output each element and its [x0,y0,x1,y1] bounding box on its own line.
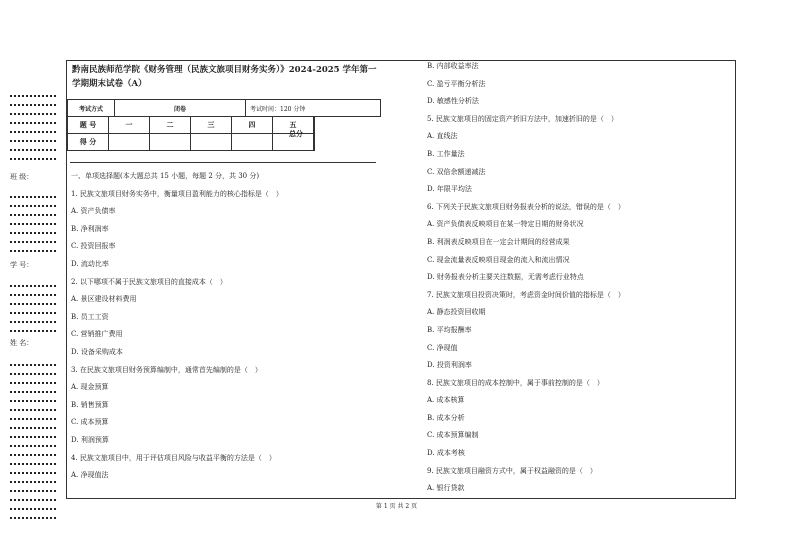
option-line: D. 敏感性分析法 [427,97,479,106]
option-line: B. 成本分析 [427,413,465,422]
exam-info-table [67,99,381,117]
option-line: B. 利润表反映项目在一定会计期间的经营成果 [427,237,570,246]
question-number-label: 题 号 [68,117,109,134]
option-line: B. 销售预算 [71,400,109,409]
option-line: A. 静态投资回收期 [427,308,486,317]
option-line: C. 净现值 [427,343,458,352]
option-line: A. 现金预算 [71,383,109,392]
option-line: C. 盈亏平衡分析法 [427,79,486,88]
score-cell-4[interactable] [232,134,273,151]
option-line: B. 员工工资 [71,312,109,321]
binding-dots-3 [10,285,56,333]
question-line: 8. 民族文旅项目的成本控制中，属于事前控制的是（ ） [427,378,604,387]
question-line: 2. 以下哪项不属于民族文旅项目的直接成本（ ） [71,277,227,286]
option-line: A. 直线法 [427,132,458,141]
score-cell-2[interactable] [150,134,191,151]
option-line: A. 资产负债表反映项目在某一特定日期的财务状况 [427,220,584,229]
option-line: A. 银行贷款 [427,484,465,493]
part-3: 三 [191,117,232,134]
page-footer: 第 1 页 共 2 页 [375,503,418,510]
student-id-label: 学 号： [10,261,34,269]
question-line: 7. 民族文旅项目投资决策时，考虑资金时间价值的指标是（ ） [427,290,625,299]
right-column [427,58,727,498]
question-line: 5. 民族文旅项目的固定资产折旧方法中，加速折旧的是（ ） [427,114,618,123]
option-line: B. 净利润率 [71,224,109,233]
option-line: C. 现金流量表反映项目现金的流入和流出情况 [427,255,570,264]
option-line: D. 设备采购成本 [71,347,123,356]
binding-dots-4 [10,364,56,524]
option-line: A. 成本核算 [427,396,465,405]
option-line: A. 资产负债率 [71,207,116,216]
option-line: D. 投资利润率 [427,361,472,370]
exam-method-value: 闭卷 [115,100,246,117]
option-line: B. 内部收益率法 [427,62,479,70]
option-line: C. 成本预算编制 [427,431,479,440]
score-cell-1[interactable] [109,134,150,151]
section-heading: 一、单项选择题(本大题总共 15 小题，每题 2 分，共 30 分) [71,172,260,180]
exam-method-label: 考试方式 [68,100,115,117]
total-score-label: 总分 [278,116,315,151]
option-line: C. 成本预算 [71,418,109,427]
option-line: B. 工作量法 [427,149,465,158]
binding-dots-1 [10,95,56,165]
question-line: 4. 民族文旅项目中，用于评估项目风险与收益平衡的方法是（ ） [71,453,276,462]
option-line: C. 营销推广费用 [71,330,123,339]
option-line: D. 财务报表分析主要关注数据，无需考虑行业特点 [427,273,584,282]
option-line: C. 投资回报率 [71,242,116,251]
section-divider [70,162,376,163]
exam-time: 考试时间：120 分钟 [246,100,381,117]
part-2: 二 [150,117,191,134]
part-4: 四 [232,117,273,134]
score-cell-3[interactable] [191,134,232,151]
class-label: 班 级： [10,173,34,181]
question-line: 1. 民族文旅项目财务实务中，衡量项目盈利能力的核心指标是（ ） [71,189,283,198]
option-line: D. 年限平均法 [427,185,472,194]
left-column [71,168,391,485]
question-line: 6. 下列关于民族文旅项目财务报表分析的说法，错误的是（ ） [427,202,625,211]
option-line: A. 景区建设材料费用 [71,295,137,304]
question-line: 9. 民族文旅项目融资方式中，属于权益融资的是（ ） [427,466,597,475]
option-line: D. 利润预算 [71,435,109,444]
part-5: 五 [273,117,314,134]
part-1: 一 [109,117,150,134]
exam-title: 黔南民族师范学院《财务管理（民族文旅项目财务实务）》2024-2025 学年第一学期期末试卷（A） [72,65,377,89]
question-line: 3. 在民族文旅项目财务预算编制中，通常首先编制的是（ ） [71,365,262,374]
option-line: B. 平均报酬率 [427,325,472,334]
binding-dots-2 [10,196,56,256]
option-line: A. 净现值法 [71,471,109,480]
score-label: 得 分 [68,134,109,151]
option-line: D. 流动比率 [71,259,109,268]
score-table [67,116,314,151]
name-label: 姓 名： [10,339,34,347]
option-line: D. 成本考核 [427,449,465,458]
option-line: C. 双倍余额递减法 [427,167,486,176]
